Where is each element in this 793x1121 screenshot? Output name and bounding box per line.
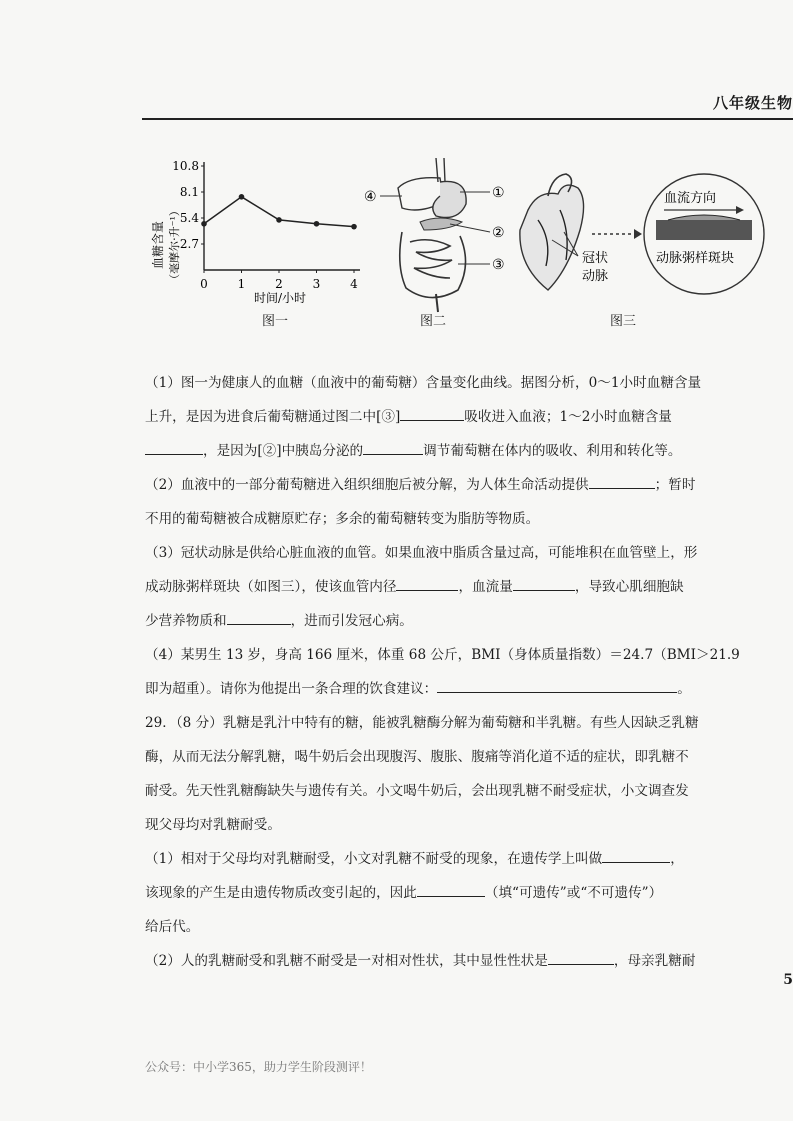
q1-line1: （1）图一为健康人的血糖（血液中的葡萄糖）含量变化曲线。据图分析，0～1小时血糖含量 bbox=[145, 375, 702, 391]
q29-2-line1: （2）人的乳糖耐受和乳糖不耐受是一对相对性状，其中显性性状是 ，母亲乳糖耐 bbox=[145, 944, 755, 978]
answer-blank[interactable] bbox=[227, 608, 291, 625]
label-plaque: 动脉粥样斑块 bbox=[656, 251, 735, 266]
figure1-caption: 图一 bbox=[262, 314, 289, 329]
x-tick-label: 3 bbox=[312, 277, 321, 291]
figure2-caption: 图二 bbox=[420, 314, 447, 329]
intestine-shape bbox=[400, 232, 466, 298]
q29-line2: 酶，从而无法分解乳糖，喝牛奶后会出现腹泻、腹胀、腹痛等消化道不适的症状，即乳糖不 bbox=[145, 749, 689, 765]
answer-blank[interactable] bbox=[437, 676, 677, 693]
question-text bbox=[145, 366, 755, 978]
x-tick-label: 4 bbox=[350, 277, 358, 291]
y-tick-label: 10.8 bbox=[172, 159, 199, 173]
answer-blank[interactable] bbox=[548, 948, 614, 965]
heart-shape bbox=[520, 185, 584, 290]
data-point bbox=[201, 221, 207, 227]
q3-line3: 少营养物质和 ，进而引发冠心病。 bbox=[145, 604, 755, 638]
answer-blank[interactable] bbox=[602, 846, 670, 863]
q1-line2: 上升，是因为进食后葡萄糖通过图二中[③] 吸收进入血液；1～2小时血糖含量 bbox=[145, 400, 755, 434]
q4-line1: （4）某男生 13 岁，身高 166 厘米，体重 68 公斤，BMI（身体质量指数）＝24.7（BMI＞21.9 bbox=[145, 647, 740, 663]
answer-blank[interactable] bbox=[145, 438, 203, 455]
q29-line4: 现父母均对乳糖耐受。 bbox=[145, 817, 281, 833]
q4-line2: 即为超重）。请你为他提出一条合理的饮食建议： 。 bbox=[145, 672, 755, 706]
answer-blank[interactable] bbox=[589, 472, 655, 489]
q29-1-line1: （1）相对于父母均对乳糖耐受，小文对乳糖不耐受的现象，在遗传学上叫做 ， bbox=[145, 842, 755, 876]
figure1-chart bbox=[140, 150, 370, 340]
label-4: ④ bbox=[364, 189, 377, 205]
x-axis-label: 时间/小时 bbox=[253, 291, 307, 305]
label-blood-flow: 血流方向 bbox=[664, 191, 717, 206]
footer-note: 公众号：中小学365，助力学生阶段测评！ bbox=[145, 1060, 372, 1074]
label-1: ① bbox=[492, 185, 505, 201]
q1-line3: ，是因为[②]中胰岛分泌的 调节葡萄糖在体内的吸收、利用和转化等。 bbox=[145, 434, 755, 468]
stomach-shape bbox=[433, 181, 466, 217]
x-tick-label: 0 bbox=[200, 277, 208, 291]
label-coronary-1: 冠状 bbox=[582, 251, 609, 266]
label-coronary-2: 动脉 bbox=[582, 269, 609, 284]
label-3: ③ bbox=[492, 257, 505, 273]
data-point bbox=[276, 217, 282, 223]
x-tick-label: 1 bbox=[237, 277, 246, 291]
q29-line1: 29．（8 分）乳糖是乳汁中特有的糖，能被乳糖酶分解为葡萄糖和半乳糖。有些人因缺乏乳糖 bbox=[145, 715, 699, 731]
label-2: ② bbox=[492, 225, 505, 241]
figure3-caption: 图三 bbox=[610, 314, 637, 329]
answer-blank[interactable] bbox=[363, 438, 423, 455]
header-title: 八年级生物 bbox=[712, 94, 793, 112]
q2-line1: （2）血液中的一部分葡萄糖进入组织细胞后被分解，为人体生命活动提供 ；暂时 bbox=[145, 468, 755, 502]
y-tick-label: 2.7 bbox=[179, 237, 199, 251]
figures-area bbox=[140, 150, 790, 340]
arrow-head-icon bbox=[634, 229, 642, 239]
answer-blank[interactable] bbox=[400, 404, 464, 421]
data-point bbox=[314, 221, 320, 227]
q3-line2: 成动脉粥样斑块（如图三），使该血管内径 ，血流量 ，导致心肌细胞缺 bbox=[145, 570, 755, 604]
data-point bbox=[239, 194, 245, 200]
figure2-digestive-system bbox=[340, 156, 510, 316]
q29-1-line2: 该现象的产生是由遗传物质改变引起的，因此 （填“可遗传”或“不可遗传”） bbox=[145, 876, 755, 910]
pancreas-shape bbox=[420, 218, 462, 230]
vessel-wall bbox=[656, 220, 752, 240]
answer-blank[interactable] bbox=[417, 880, 485, 897]
plaque-shape bbox=[668, 215, 740, 220]
q3-line1: （3）冠状动脉是供给心脏血液的血管。如果血液中脂质含量过高，可能堆积在血管壁上，形 bbox=[145, 545, 698, 561]
figure3-heart-plaque bbox=[508, 170, 788, 330]
x-tick-label: 2 bbox=[275, 277, 283, 291]
q29-1-line3: 给后代。 bbox=[145, 919, 200, 935]
y-axis-label-line2: （毫摩尔·升⁻¹） bbox=[168, 205, 181, 285]
y-tick-label: 5.4 bbox=[179, 211, 199, 225]
header-rule bbox=[142, 118, 793, 120]
answer-blank[interactable] bbox=[396, 574, 458, 591]
y-axis-label-line1: 血糖含量 bbox=[151, 220, 165, 270]
answer-blank[interactable] bbox=[513, 574, 575, 591]
y-tick-label: 8.1 bbox=[179, 185, 199, 199]
page-number: 5 bbox=[783, 972, 793, 988]
q29-line3: 耐受。先天性乳糖酶缺失与遗传有关。小文喝牛奶后，会出现乳糖不耐受症状，小文调查发 bbox=[145, 783, 689, 799]
q2-line2: 不用的葡萄糖被合成糖原贮存；多余的葡萄糖转变为脂肪等物质。 bbox=[145, 511, 540, 527]
